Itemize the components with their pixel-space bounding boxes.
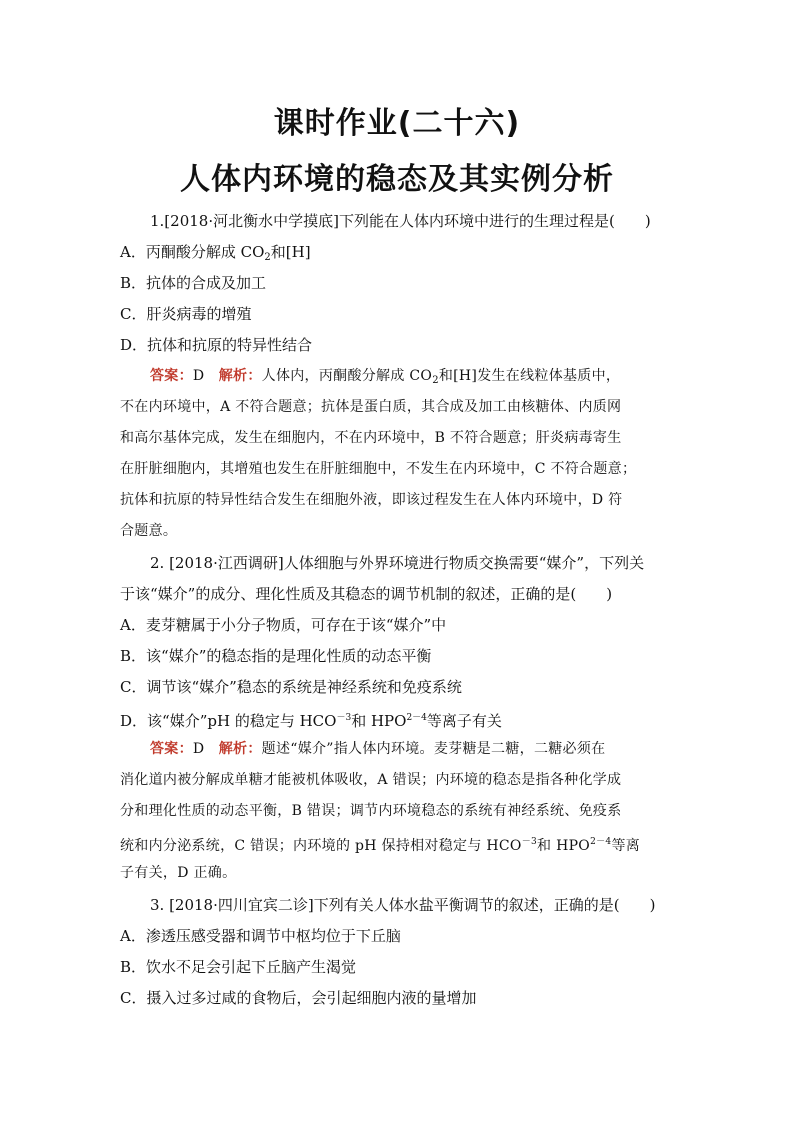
q2-option-a: A．麦芽糖属于小分子物质，可存在于该“媒介”中 (120, 616, 447, 634)
q1-answer-label: 答案： (150, 368, 193, 384)
q1-analysis-line: 抗体和抗原的特异性结合发生在细胞外液，即该过程发生在人体内环境中，D 符 (120, 492, 623, 508)
q1-option-a-subscript: 2 (264, 252, 271, 263)
q2-option-b: B．该“媒介”的稳态指的是理化性质的动态平衡 (120, 647, 432, 665)
q1-analysis-tail: 和[H]发生在线粒体基质中， (438, 368, 621, 384)
q1-analysis-text: 人体内，丙酮酸分解成 CO (261, 368, 433, 384)
q2-answer-letter: D (192, 741, 219, 757)
q2-analysis-text: 统和内分泌系统，C 错误；内环境的 pH 保持相对稳定与 HCO (120, 838, 522, 854)
q1-analysis-line: 不在内环境中，A 不符合题意；抗体是蛋白质，其合成及加工由核糖体、内质网 (120, 399, 622, 415)
q2-stem: 2. [2018·江西调研]人体细胞与外界环境进行物质交换需要“媒介”，下列关 (150, 554, 645, 572)
q2-option-d-superscript: －3 (336, 713, 352, 723)
q2-option-d-mid: 和 HPO (351, 712, 407, 730)
q1-analysis-line: 在肝脏细胞内，其增殖也发生在肝脏细胞中，不发生在内环境中，C 不符合题意； (120, 461, 637, 477)
q1-option-a-tail: 和[H] (270, 243, 311, 261)
q2-analysis-label: 解析： (218, 741, 262, 757)
q2-stem-continued: 于该“媒介”的成分、理化性质及其稳态的调节机制的叙述，正确的是( ) (120, 585, 613, 603)
q2-analysis-text: 题述“媒介”指人体内环境。麦芽糖是二糖，二糖必须在 (261, 741, 606, 757)
q1-stem: 1.[2018·河北衡水中学摸底]下列能在人体内环境中进行的生理过程是( ) (150, 212, 651, 230)
q1-option-b: B．抗体的合成及加工 (120, 274, 267, 292)
q1-analysis-subscript: 2 (432, 375, 439, 386)
q2-analysis-line: 分和理化性质的动态平衡，B 错误；调节内环境稳态的系统有神经系统、免疫系 (120, 803, 622, 819)
q2-option-d-superscript: 2－4 (406, 713, 427, 723)
q2-option-c: C．调节该“媒介”稳态的系统是神经系统和免疫系统 (120, 678, 462, 696)
q2-analysis-line: 子有关，D 正确。 (120, 865, 237, 881)
q2-analysis-mid: 和 HPO (537, 838, 591, 854)
q3-option-b: B．饮水不足会引起下丘脑产生渴觉 (120, 958, 357, 976)
q1-option-a (120, 242, 311, 268)
q2-analysis-tail: 等离 (611, 838, 641, 854)
q1-option-a-text: A．丙酮酸分解成 CO (120, 243, 265, 261)
q2-analysis-line (120, 832, 640, 856)
q3-option-a: A．渗透压感受器和调节中枢均位于下丘脑 (120, 927, 401, 945)
q2-analysis-superscript: 2－4 (590, 837, 612, 847)
q1-answer-letter: D (192, 368, 219, 384)
page-subtitle: 人体内环境的稳态及其实例分析 (180, 162, 614, 197)
q2-analysis-line: 消化道内被分解成单糖才能被机体吸收，A 错误；内环境的稳态是指各种化学成 (120, 772, 622, 788)
q1-option-c: C．肝炎病毒的增殖 (120, 305, 252, 323)
q2-option-d-text: D．该“媒介”pH 的稳定与 HCO (120, 712, 337, 730)
q1-answer-line (150, 366, 620, 391)
q3-option-c: C．摄入过多过咸的食物后，会引起细胞内液的量增加 (120, 989, 477, 1007)
q2-analysis-superscript: －3 (521, 837, 538, 847)
q1-analysis-line: 和高尔基体完成，发生在细胞内，不在内环境中，B 不符合题意；肝炎病毒寄生 (120, 430, 622, 446)
q2-option-d (120, 708, 502, 731)
q3-stem: 3. [2018·四川宜宾二诊]下列有关人体水盐平衡调节的叙述，正确的是( ) (150, 896, 656, 914)
page-title: 课时作业(二十六) (273, 106, 521, 141)
q2-option-d-tail: 等离子有关 (426, 712, 502, 730)
q2-answer-line (150, 739, 605, 759)
q1-option-d: D．抗体和抗原的特异性结合 (120, 336, 313, 354)
q1-analysis-label: 解析： (218, 368, 262, 384)
q1-analysis-line: 合题意。 (120, 523, 178, 539)
q2-answer-label: 答案： (150, 741, 193, 757)
